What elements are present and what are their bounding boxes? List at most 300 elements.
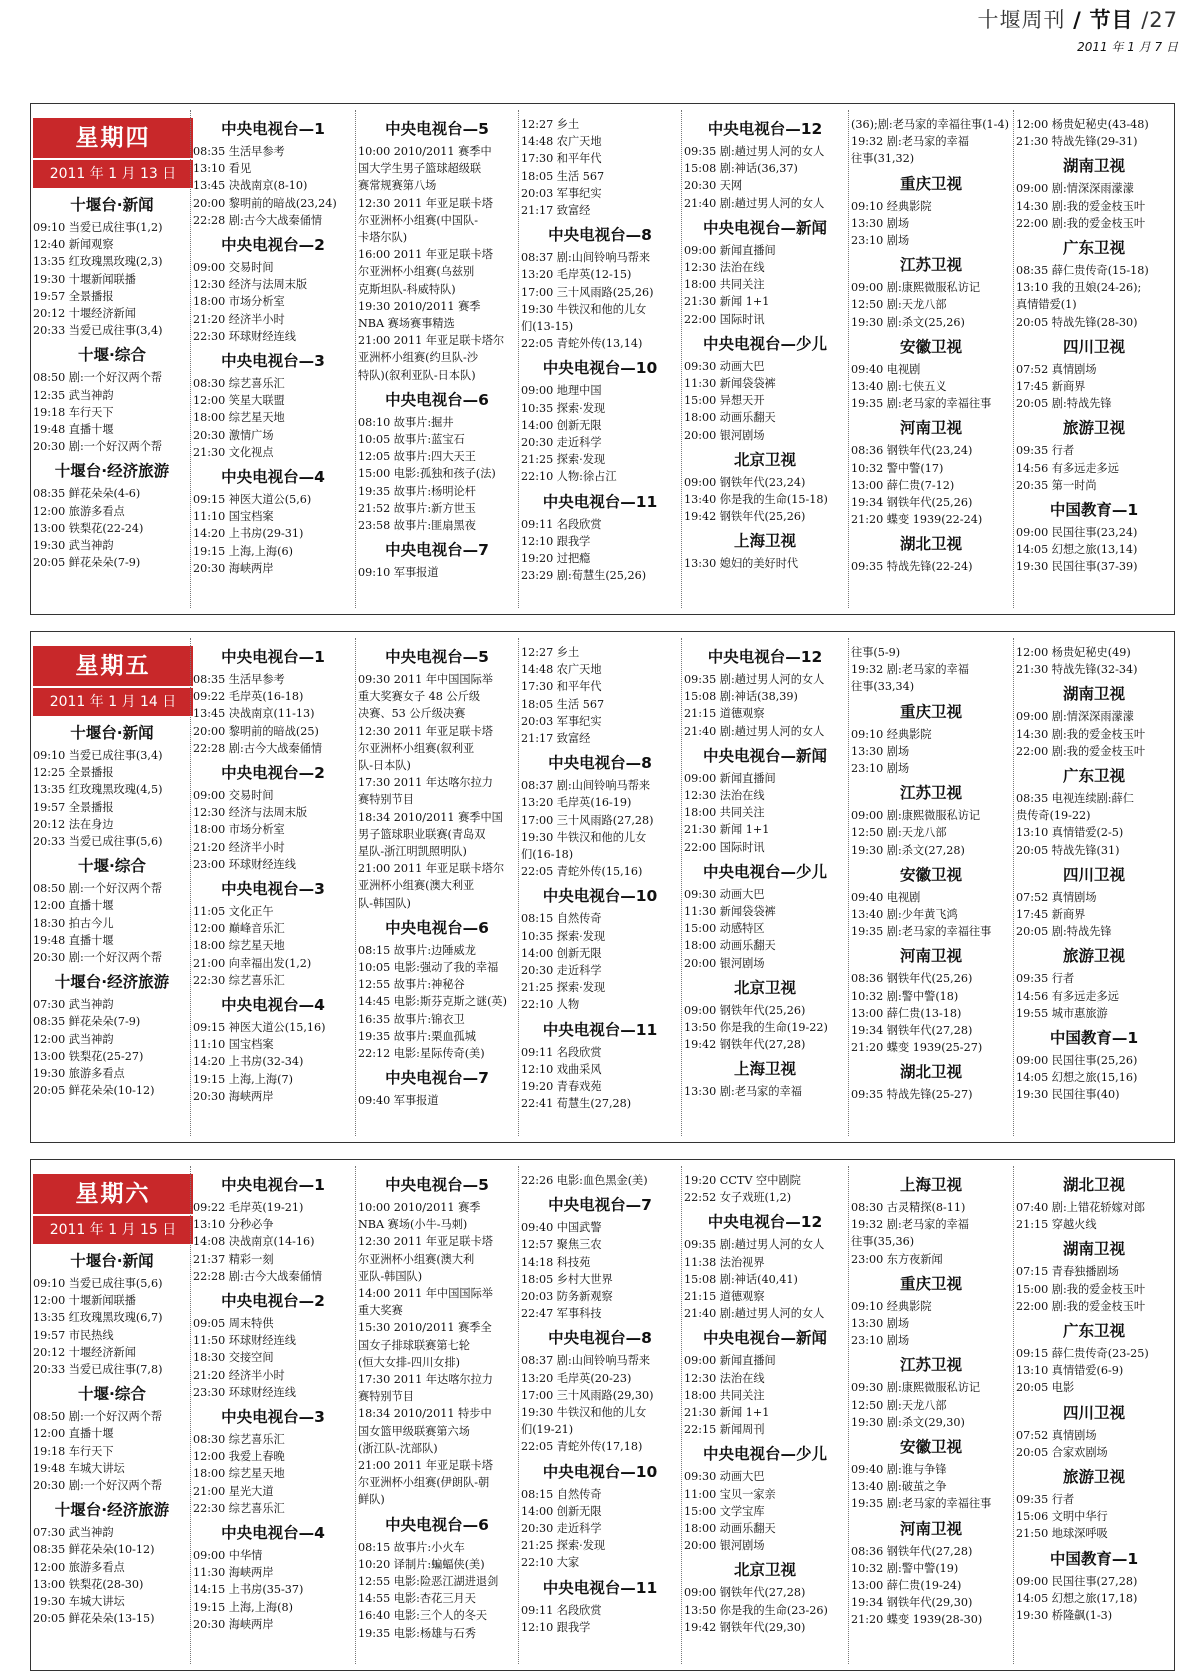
channel-title: 北京卫视 [733,978,796,997]
program-listing: 14:00 创新无限 [521,418,602,432]
program-listing: 19:35 剧:老马家的幸福往事 [851,397,992,411]
schedule-column [358,1172,516,1642]
channel-title: 安徽卫视 [899,865,962,884]
program-listing: 09:35 行者 [1016,444,1075,458]
program-listing: 07:30 武当神韵 [33,1526,114,1540]
program-listing: 21:25 探索·发现 [521,453,606,467]
program-listing: 21:17 致富经 [521,204,591,218]
day-name: 星期四 [33,118,193,158]
program-listing: 22:12 电影:星际传奇(美) [358,1047,485,1061]
schedule-column [33,192,191,571]
program-listing: 19:34 钢铁年代(29,30) [851,1596,973,1610]
program-listing: 13:20 毛岸英(20-23) [521,1371,632,1385]
program-listing: 09:10 经典影院 [851,727,932,741]
program-listing: 往事(33,34) [851,680,915,694]
channel-title: 安徽卫视 [899,1438,962,1457]
program-listing: 14:18 科技苑 [521,1255,591,1269]
program-listing: 21:25 探索·发现 [521,981,606,995]
program-listing: 15:30 2010/2011 赛季全 [358,1321,492,1335]
program-listing: 20:30 剧:一个好汉两个帮 [33,951,163,965]
channel-title: 十堰台·经济旅游 [54,973,170,992]
program-listing: 17:45 新商界 [1016,380,1086,394]
channel-title: 中央电视台—少儿 [702,862,827,881]
program-listing: 22:00 国际时讯 [684,840,765,854]
program-listing: 19:30 牛铁汉和他的儿女 [521,302,647,316]
program-listing: 往事(5-9) [851,646,901,659]
program-listing: 12:05 故事片:四大天王 [358,450,476,464]
program-listing: 20:30 激情广场 [193,428,274,442]
program-listing: 20:05 剧:特战先锋 [1016,925,1112,939]
program-listing: 19:15 上海,上海(8) [193,1600,293,1614]
program-listing: 08:10 故事片:掘井 [358,415,454,429]
program-listing: 20:30 剧:一个好汉两个帮 [33,1479,163,1493]
program-listing: 赛特别节目 [358,793,414,807]
channel-title: 湖南卫视 [1062,685,1125,704]
schedule-column [1016,644,1172,1104]
program-listing: 13:45 决战南京(11-13) [193,707,315,721]
program-listing: 20:05 合家欢剧场 [1016,1445,1108,1459]
channel-title: 中央电视台—6 [385,390,489,409]
channel-title: 中央电视台—2 [221,1292,325,1311]
program-listing: 18:05 乡村大世界 [521,1272,613,1286]
day-block [30,103,1175,615]
program-listing: 23:10 剧场 [851,762,910,776]
day-date: 2011 年 1 月 15 日 [33,1214,193,1244]
schedule-column [358,116,516,581]
program-listing: 19:30 武当神韵 [33,539,114,553]
program-listing: 09:40 中国武警 [521,1221,602,1235]
program-listing: 19:30 车城大讲坛 [33,1595,125,1609]
program-listing: 09:22 毛岸英(19-21) [193,1201,304,1214]
program-listing: 20:03 军事纪实 [521,714,602,728]
program-listing: 12:57 聚焦三农 [521,1238,602,1252]
program-listing: 20:35 第一时尚 [1016,478,1097,492]
channel-title: 中央电视台—3 [221,352,325,371]
program-listing: 18:34 2010/2011 赛季中国 [358,810,503,824]
channel-title: 河南卫视 [899,1519,962,1538]
program-listing: 20:30 天网 [684,179,743,193]
program-listing: 19:35 故事片:栗血孤城 [358,1029,476,1043]
channel-title: 中央电视台—12 [707,120,823,138]
program-listing: 21:20 经济半小时 [193,1368,285,1382]
channel-title: 中国教育—1 [1049,1549,1139,1568]
program-listing: 22:30 综艺喜乐汇 [193,973,285,987]
program-listing: 14:30 剧:我的爱金枝玉叶 [1016,199,1146,213]
channel-title: 安徽卫视 [899,337,962,356]
program-listing: 09:40 军事报道 [358,1094,439,1108]
program-listing: 09:30 动画大巴 [684,887,765,901]
program-listing: 19:42 钢铁年代(25,26) [684,510,806,524]
program-listing: 22:05 青蛇外传(15,16) [521,865,643,879]
program-listing: 13:50 你是我的生命(23-26) [684,1603,828,1617]
program-listing: 22:28 剧:古今大战秦俑情 [193,213,323,227]
program-listing: 20:30 剧:一个好汉两个帮 [33,440,163,454]
program-listing: 09:00 新闻直播间 [684,771,776,785]
program-listing: 15:06 文明中华行 [1016,1510,1108,1524]
program-listing: 22:28 剧:古今大战秦俑情 [193,1269,323,1283]
column-divider [1013,110,1014,608]
program-listing: 13:30 剧:老马家的幸福 [684,1085,802,1099]
program-listing: 重大奖赛 [358,1304,403,1318]
program-listing: 12:50 剧:天龙八部 [851,298,947,312]
program-listing: 13:45 决战南京(8-10) [193,179,308,193]
column-divider [681,638,682,1136]
program-listing: 17:45 新商界 [1016,908,1086,922]
program-listing: 07:52 真情剧场 [1016,890,1097,904]
schedule-column [193,644,353,1105]
program-listing: 23:00 东方夜新闻 [851,1252,943,1266]
schedule-column [33,1248,191,1627]
program-listing: 18:00 共同关注 [684,1388,765,1402]
program-listing: 19:20 青春戏苑 [521,1080,602,1094]
program-listing: 14:30 剧:我的爱金枝玉叶 [1016,727,1146,741]
program-listing: 13:00 薛仁贵(13-18) [851,1006,962,1020]
program-listing: 亚洲杯小组赛(约旦队-沙 [358,351,479,365]
program-listing: 国女篮甲级联赛第六场 [358,1424,470,1438]
program-listing: 21:30 新闻 1+1 [684,823,770,837]
channel-title: 中央电视台—10 [542,887,658,906]
program-listing: 08:35 薛仁贵传奇(15-18) [1016,264,1149,278]
program-listing: 21:30 特战先锋(29-31) [1016,135,1138,149]
channel-title: 十堰台·经济旅游 [54,462,170,481]
channel-title: 中国教育—1 [1049,1029,1139,1048]
program-listing: 11:10 国宝档案 [193,1038,274,1052]
program-listing: 队-韩国队) [358,896,411,910]
channel-title: 中央电视台—6 [385,1515,489,1534]
program-listing: 09:35 特战先锋(25-27) [851,1088,973,1102]
channel-title: 中央电视台—5 [385,1176,489,1194]
program-listing: 13:30 媳妇的美好时代 [684,557,799,571]
program-listing: 22:10 大家 [521,1556,580,1570]
program-listing: 20:05 特战先锋(31) [1016,843,1120,857]
program-listing: 17:00 三十风雨路(29,30) [521,1388,654,1402]
program-listing: 21:20 蝶变 1939(22-24) [851,513,983,527]
column-divider [1013,638,1014,1136]
program-listing: 20:05 鲜花朵朵(7-9) [33,556,141,570]
program-listing: 23:29 剧:荀慧生(25,26) [521,569,647,583]
program-listing: 08:15 自然传奇 [521,912,602,926]
program-listing: 12:00 直播十堰 [33,1427,114,1441]
program-listing: 20:30 海峡两岸 [193,1089,274,1103]
program-listing: 尔亚洲杯小组赛(叙利亚 [358,741,475,755]
program-listing: 08:35 鲜花朵朵(4-6) [33,487,141,501]
channel-title: 四川卫视 [1062,1403,1125,1422]
program-listing: 09:15 神医大道公(5,6) [193,493,312,507]
program-listing: 21:30 文化视点 [193,445,274,459]
program-listing: 14:56 有多远走多远 [1016,461,1119,475]
channel-title: 四川卫视 [1062,865,1125,884]
program-listing: 08:35 生活早参考 [193,145,285,158]
program-listing: 09:00 新闻直播间 [684,1354,776,1368]
program-listing: 12:27 乡土 [521,118,580,131]
program-listing: 21:00 2011 年亚足联卡塔尔 [358,334,505,348]
program-listing: 19:30 剧:杀文(29,30) [851,1415,965,1429]
program-listing: 们(13-15) [521,320,574,334]
program-listing: 15:00 动感特区 [684,922,765,936]
program-listing: 09:10 当爱已成往事(3,4) [33,749,163,762]
channel-title: 中央电视台—12 [707,1213,823,1232]
program-listing: 21:37 精彩一刻 [193,1252,274,1266]
program-listing: 19:35 故事片:杨明论杆 [358,484,476,498]
program-listing: 男子篮球职业联赛(青岛双 [358,827,486,841]
program-listing: 22:47 军事科技 [521,1307,602,1321]
channel-title: 中央电视台—4 [221,1524,325,1543]
channel-title: 中央电视台—8 [548,1329,652,1348]
schedule-column [358,644,516,1109]
channel-title: 中央电视台—12 [707,648,823,666]
channel-title: 中央电视台—10 [542,1462,658,1481]
program-listing: 08:35 鲜花朵朵(7-9) [33,1015,141,1029]
page-number: /27 [1141,8,1178,32]
channel-title: 上海卫视 [733,532,796,551]
schedule-column [851,1172,1011,1629]
program-listing: 鲜队) [358,1493,385,1507]
schedule-column [684,116,846,573]
channel-title: 旅游卫视 [1062,419,1125,438]
program-listing: 20:05 特战先锋(28-30) [1016,315,1138,329]
program-listing: 12:30 2011 年亚足联卡塔 [358,1235,493,1249]
program-listing: 往事(31,32) [851,152,915,166]
program-listing: 21:15 穿越火线 [1016,1218,1097,1232]
channel-title: 旅游卫视 [1062,1468,1125,1487]
program-listing: 09:00 交易时间 [193,261,274,275]
program-listing: 14:00 2011 年中国国际举 [358,1287,493,1301]
program-listing: 09:00 中华情 [193,1549,263,1563]
channel-title: 中央电视台—3 [221,880,325,899]
program-listing: 18:05 生活 567 [521,697,605,711]
program-listing: 20:00 黎明前的暗战(23,24) [193,196,337,210]
schedule-column [684,644,846,1101]
program-listing: 12:55 故事片:神秘谷 [358,978,465,992]
program-listing: 11:10 国宝档案 [193,510,274,524]
program-listing: 亚洲杯小组赛(澳大利亚 [358,879,475,893]
program-listing: 10:20 译制片:蝙蝠侠(美) [358,1557,485,1571]
program-listing: 19:55 城市惠旅游 [1016,1006,1108,1020]
program-listing: 12:25 全景播报 [33,766,114,780]
program-listing: 21:20 蝶变 1939(28-30) [851,1613,983,1627]
program-listing: 19:30 旅游多看点 [33,1067,125,1081]
program-listing: 18:00 综艺星天地 [193,411,285,425]
program-listing: 19:48 车城大讲坛 [33,1461,125,1475]
channel-title: 广东卫视 [1062,767,1125,786]
program-listing: 22:00 国际时讯 [684,312,765,326]
channel-title: 湖北卫视 [1062,1176,1125,1194]
column-divider [848,638,849,1136]
program-listing: 19:30 剧:杀文(25,26) [851,315,965,329]
program-listing: 13:30 剧场 [851,1317,910,1331]
program-listing: 20:00 银河剧场 [684,1539,765,1553]
program-listing: (恒大女排-四川女排) [358,1355,461,1369]
channel-title: 四川卫视 [1062,337,1125,356]
section-name: 节目 [1089,8,1134,32]
program-listing: 08:37 剧:山间铃响马帮来 [521,779,651,793]
program-listing: 08:36 钢铁年代(23,24) [851,444,973,458]
program-listing: 15:00 剧:我的爱金枝玉叶 [1016,1282,1146,1296]
program-listing: 22:26 电影:血色黑金(美) [521,1174,648,1187]
program-listing: 10:35 探索·发现 [521,401,606,415]
program-listing: 13:10 分秒必争 [193,1218,274,1232]
channel-title: 中央电视台—11 [542,1020,658,1039]
program-listing: 星队-浙江明凯照明队) [358,845,467,859]
program-listing: 07:52 真情剧场 [1016,362,1097,376]
program-listing: 21:20 蝶变 1939(25-27) [851,1041,983,1055]
program-listing: 08:37 剧:山间铃响马帮来 [521,1354,651,1368]
program-listing: 19:42 钢铁年代(29,30) [684,1620,806,1634]
program-listing: 09:05 周末特供 [193,1317,274,1331]
program-listing: 21:00 2011 年亚足联卡塔尔 [358,862,505,876]
program-listing: NBA 赛场赛事精选 [358,317,455,331]
program-listing: 11:30 新闻袋袋裤 [684,377,776,391]
program-listing: 15:00 异想天开 [684,394,765,408]
program-listing: 11:38 法治视界 [684,1255,765,1269]
program-listing: 18:30 拍古今儿 [33,916,114,930]
program-listing: (浙江队-沈部队) [358,1441,438,1455]
program-listing: 19:48 直播十堰 [33,423,114,437]
program-listing: 08:15 故事片:小火车 [358,1540,465,1554]
program-listing: 18:30 交接空间 [193,1351,274,1365]
program-listing: 17:30 2011 年达喀尔拉力 [358,776,493,790]
program-listing: 21:52 故事片:新方世玉 [358,501,476,515]
channel-title: 中央电视台—11 [542,1578,658,1597]
program-listing: 13:00 铁梨花(25-27) [33,1049,144,1063]
program-listing: 14:55 电影:杏花三月天 [358,1592,476,1606]
program-listing: 22:10 人物 [521,998,580,1012]
program-listing: 23:58 故事片:匪扇黑夜 [358,519,476,533]
column-divider [190,638,191,1136]
schedule-column [1016,116,1172,576]
program-listing: 12:30 经济与法周末版 [193,278,308,292]
schedule-column [684,1172,846,1636]
program-listing: 12:30 经济与法周末版 [193,806,308,820]
masthead: 十堰周刊 / 节目 /27 2011 年 1 月 7 日 [977,8,1178,54]
program-listing: 19:57 全景播报 [33,289,114,303]
program-listing: 20:00 银河剧场 [684,956,765,970]
program-listing: 14:05 幻想之旅(15,16) [1016,1071,1138,1085]
program-listing: 14:48 农广天地 [521,663,602,677]
channel-title: 十堰台·新闻 [70,1252,154,1270]
program-listing: 19:57 全景播报 [33,800,114,814]
program-listing: 11:30 海峡两岸 [193,1566,274,1580]
program-listing: 09:00 民国往事(27,28) [1016,1574,1138,1588]
program-listing: 20:03 军事纪实 [521,186,602,200]
program-listing: 07:15 青春独播剧场 [1016,1265,1119,1279]
program-listing: 20:33 当爱已成往事(5,6) [33,835,163,849]
channel-title: 十堰台·经济旅游 [54,1501,170,1520]
program-listing: 13:35 红玫瑰黑玫瑰(4,5) [33,783,163,797]
program-listing: 12:00 旅游多看点 [33,504,125,518]
channel-title: 上海卫视 [733,1060,796,1079]
schedule-column [193,1172,353,1633]
program-listing: 21:00 向幸福出发(1,2) [193,956,312,970]
program-listing: 19:35 剧:老马家的幸福往事 [851,925,992,939]
program-listing: 21:40 剧:趟过男人河的女人 [684,1307,825,1321]
program-listing: 07:40 剧:上错花轿嫁对郎 [1016,1201,1146,1214]
channel-title: 湖南卫视 [1062,157,1125,176]
program-listing: 19:15 上海,上海(7) [193,1072,293,1086]
channel-title: 中央电视台—7 [385,1069,489,1088]
channel-title: 中央电视台—8 [548,754,652,773]
program-listing: 08:50 剧:一个好汉两个帮 [33,1410,163,1424]
program-listing: 13:30 剧场 [851,744,910,758]
program-listing: 21:50 地球深呼吸 [1016,1527,1108,1541]
program-listing: 13:10 我的丑娘(24-26); [1016,281,1142,295]
program-listing: 尔亚洲杯小组赛(乌兹别 [358,265,475,279]
program-listing: 09:11 名段欣赏 [521,1603,602,1617]
program-listing: 22:30 环球财经连线 [193,329,296,343]
program-listing: 12:40 新闻观察 [33,238,114,252]
program-listing: 22:28 剧:古今大战秦俑情 [193,741,323,755]
program-listing: 21:25 探索·发现 [521,1539,606,1553]
program-listing: 09:35 剧:趟过男人河的女人 [684,673,825,686]
channel-title: 广东卫视 [1062,1322,1125,1341]
program-listing: 09:00 剧:情深深雨濛濛 [1016,182,1134,196]
program-listing: 13:10 真情错爱(2-5) [1016,826,1124,840]
program-listing: 08:36 钢铁年代(27,28) [851,1544,973,1558]
program-listing: 09:35 行者 [1016,1493,1075,1507]
program-listing: 19:30 剧:杀文(27,28) [851,843,965,857]
program-listing: 19:48 直播十堰 [33,933,114,947]
program-listing: 09:40 剧:谁与争锋 [851,1463,947,1477]
program-listing: 特队)(叙利亚队-日本队) [358,368,476,382]
channel-title: 河南卫视 [899,947,962,966]
program-listing: 13:00 铁梨花(28-30) [33,1577,144,1591]
channel-title: 江苏卫视 [899,1356,962,1375]
program-listing: 08:15 自然传奇 [521,1487,602,1501]
program-listing: 08:15 故事片:边陲威龙 [358,943,476,957]
program-listing: 20:30 走近科学 [521,436,602,450]
program-listing: 12:00 笑星大联盟 [193,394,285,408]
program-listing: 17:30 和平年代 [521,680,602,694]
program-listing: 16:40 电影:三个人的冬天 [358,1609,488,1623]
program-listing: 19:15 上海,上海(6) [193,544,293,558]
program-listing: 贵传奇(19-22) [1016,809,1091,823]
schedule-column [521,116,679,584]
program-listing: 08:35 电视连续剧:薛仁 [1016,792,1134,806]
day-date: 2011 年 1 月 14 日 [33,686,193,716]
channel-title: 旅游卫视 [1062,947,1125,966]
program-listing: 21:30 新闻 1+1 [684,295,770,309]
program-listing: 09:10 经典影院 [851,1299,932,1313]
channel-title: 中央电视台—4 [221,996,325,1015]
program-listing: 16:00 2011 年亚足联卡塔 [358,248,493,262]
program-listing: 14:05 幻想之旅(13,14) [1016,543,1138,557]
program-listing: 13:00 薛仁贵(7-12) [851,478,955,492]
program-listing: 09:30 动画大巴 [684,359,765,373]
program-listing: 19:30 桥隆飙(1-3) [1016,1609,1113,1623]
program-listing: 17:00 三十风雨路(25,26) [521,285,654,299]
program-listing: 19:18 车行天下 [33,1444,114,1458]
program-listing: 22:15 新闻周刊 [684,1423,765,1437]
program-listing: 20:33 当爱已成往事(3,4) [33,324,163,338]
program-listing: 10:05 电影:强动了我的幸福 [358,961,499,975]
channel-title: 中央电视台—2 [221,236,325,255]
program-listing: 们(19-21) [521,1423,574,1437]
program-listing: 20:30 走近科学 [521,1522,602,1536]
program-listing: 22:10 人物:徐占江 [521,470,617,484]
program-listing: 13:10 真情错爱(6-9) [1016,1364,1124,1378]
channel-title: 中央电视台—5 [385,648,489,666]
program-listing: 09:00 交易时间 [193,789,274,803]
program-listing: 09:00 民国往事(23,24) [1016,526,1138,540]
paper-name: 十堰周刊 [977,8,1066,32]
channel-title: 十堰·综合 [78,1385,146,1404]
program-listing: 19:18 车行天下 [33,405,114,419]
program-listing: 08:50 剧:一个好汉两个帮 [33,371,163,385]
program-listing: 09:35 行者 [1016,972,1075,986]
program-listing: 12:00 杨贵妃秘史(43-48) [1016,118,1149,131]
schedule-column [521,1172,679,1636]
program-listing: 08:30 古灵精探(8-11) [851,1201,966,1214]
